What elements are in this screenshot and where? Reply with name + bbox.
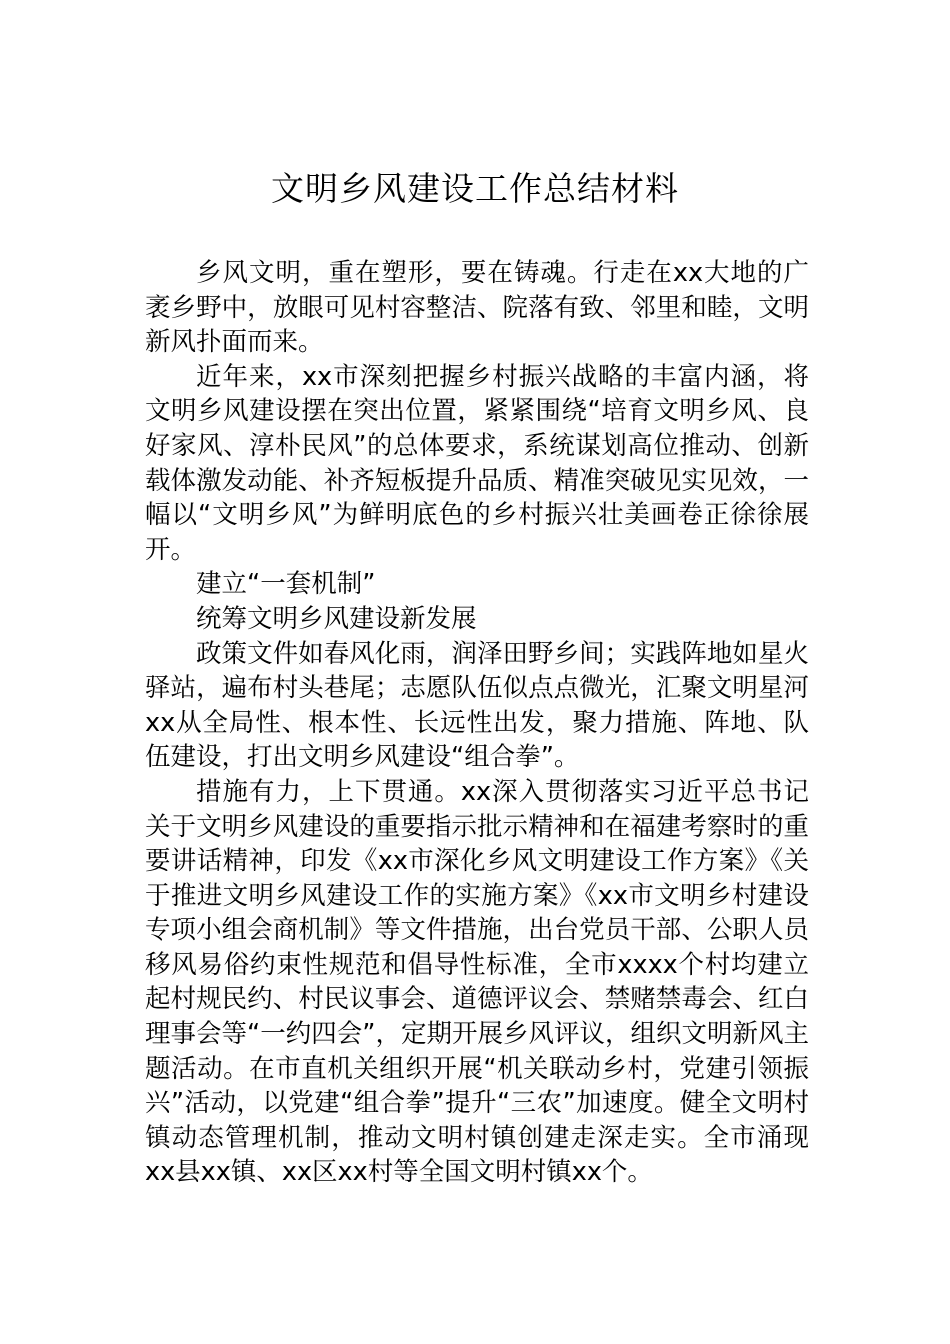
paragraph: 措施有力，上下贯通。xx深入贯彻落实习近平总书记关于文明乡风建设的重要指示批示精神和在福建考察时的重要讲话精神，印发《xx市深化乡风文明建设工作方案》《关于推进文明乡风建设工作的实施方案》《xx市文明乡村建设专项小组会商机制》等文件措施，出台党员干部、公职人员移风易俗约束性规范和倡导性标准，全市xxxx个村均建立起村规民约、村民议事会、道德评议会、禁赌禁毒会、红白理事会等“一约四会”，定期开展乡风评议，组织文明新风主题活动。在市直机关组织开展“机关联动乡村，党建引领振兴”活动，以党建“组合拳”提升“三农”加速度。健全文明村镇动态管理机制，推动文明村镇创建走深走实。全市涌现xx县xx镇、xx区xx村等全国文明村镇xx个。: [145, 776, 809, 1188]
document-body: [145, 256, 809, 1190]
document-title: 文明乡风建设工作总结材料: [271, 169, 679, 208]
paragraph: 政策文件如春风化雨，润泽田野乡间；实践阵地如星火驿站，遍布村头巷尾；志愿队伍似点点微光，汇聚文明星河xx从全局性、根本性、长远性出发，聚力措施、阵地、队伍建设，打出文明乡风建设“组合拳”。: [145, 638, 809, 773]
section-subheading: 统筹文明乡风建设新发展: [196, 603, 477, 634]
paragraph: 乡风文明，重在塑形，要在铸魂。行走在xx大地的广袤乡野中，放眼可见村容整洁、院落有致、邻里和睦，文明新风扑面而来。: [145, 258, 809, 358]
paragraph: 近年来，xx市深刻把握乡村振兴战略的丰富内涵，将文明乡风建设摆在突出位置，紧紧围绕“培育文明乡风、良好家风、淳朴民风”的总体要求，系统谋划高位推动、创新载体激发动能、补齐短板提升品质、精准突破见实见效，一幅以“文明乡风”为鲜明底色的乡村振兴壮美画卷正徐徐展开。: [145, 361, 809, 565]
section-heading: 建立“一套机制”: [196, 569, 376, 600]
